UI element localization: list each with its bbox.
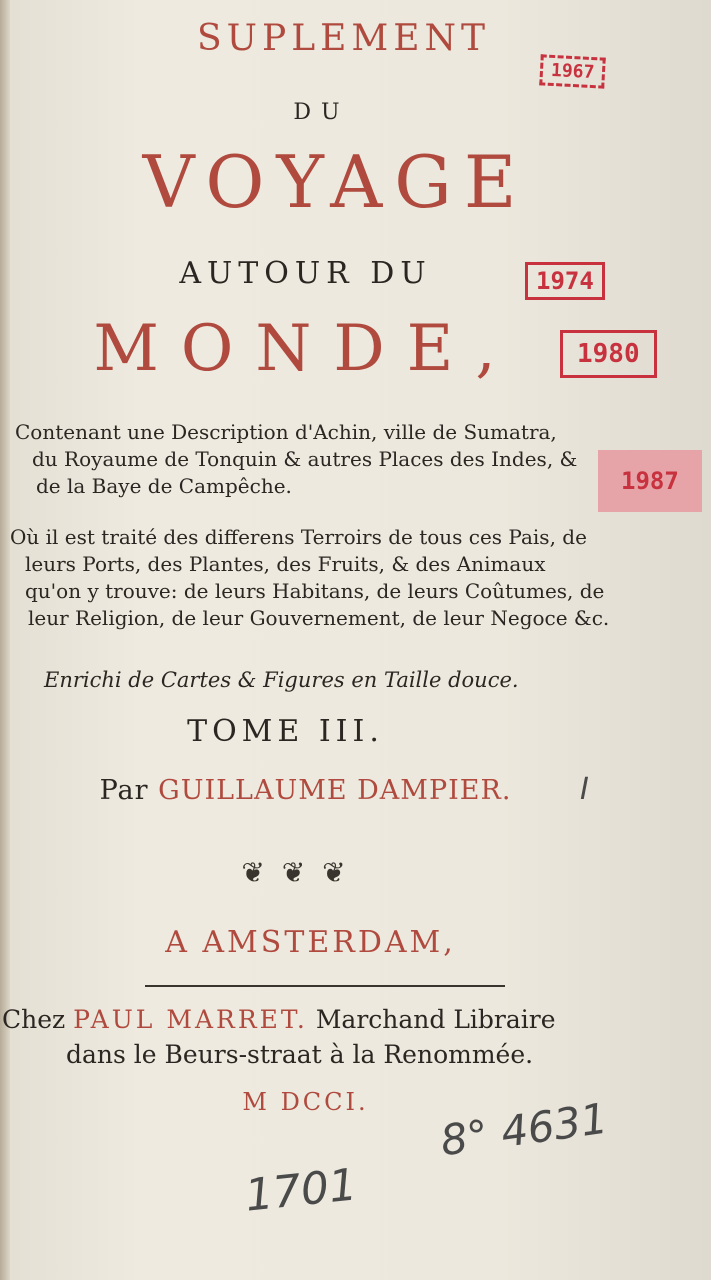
publisher-line-1 <box>2 1005 556 1034</box>
title-line-du: DU <box>293 100 350 125</box>
handwritten-shelfmark: 8° 4631 <box>437 1093 611 1166</box>
details-line-2: leurs Ports, des Plantes, des Fruits, & des Animaux <box>25 552 546 576</box>
library-stamp-1: 1967 <box>539 54 606 88</box>
tome-number: TOME III. <box>187 714 384 749</box>
publisher-name: PAUL MARRET. <box>73 1005 308 1034</box>
library-stamp-2: 1974 <box>525 262 605 300</box>
description-line-2: du Royaume de Tonquin & autres Places des Indes, & <box>32 447 578 471</box>
details-line-1: Où il est traité des differens Terroirs de tous ces Pais, de <box>10 525 587 549</box>
enrichi-line: Enrichi de Cartes & Figures en Taille douce. <box>44 668 519 692</box>
publisher-prefix: Chez <box>2 1005 66 1034</box>
title-line-suplement: SUPLEMENT <box>196 18 491 59</box>
author-name: GUILLAUME DAMPIER. <box>158 775 512 806</box>
library-stamp-4: 1987 <box>598 450 702 512</box>
description-line-1: Contenant une Description d'Achin, ville de Sumatra, <box>15 420 557 444</box>
details-line-4: leur Religion, de leur Gouvernement, de leur Negoce &c. <box>28 606 610 630</box>
author-prefix: Par <box>99 775 149 806</box>
divider-rule <box>145 985 505 987</box>
printer-ornament: ❦ ❦ ❦ <box>241 856 350 889</box>
publication-year: M DCCI. <box>242 1088 369 1116</box>
place-of-publication: A AMSTERDAM, <box>165 925 456 960</box>
title-line-voyage: VOYAGE <box>142 140 529 224</box>
publisher-line-2: dans le Beurs-straat à la Renommée. <box>66 1040 534 1069</box>
title-line-autour-du: AUTOUR DU <box>179 256 432 291</box>
title-line-monde: MONDE, <box>93 312 518 386</box>
author-line <box>0 775 661 806</box>
description-line-3: de la Baye de Campêche. <box>36 474 292 498</box>
library-stamp-3: 1980 <box>560 330 657 378</box>
handwritten-mark: I <box>580 772 589 807</box>
publisher-suffix: Marchand Libraire <box>315 1005 556 1034</box>
details-line-3: qu'on y trouve: de leurs Habitans, de leurs Coûtumes, de <box>25 579 605 603</box>
handwritten-year: 1701 <box>242 1159 360 1222</box>
